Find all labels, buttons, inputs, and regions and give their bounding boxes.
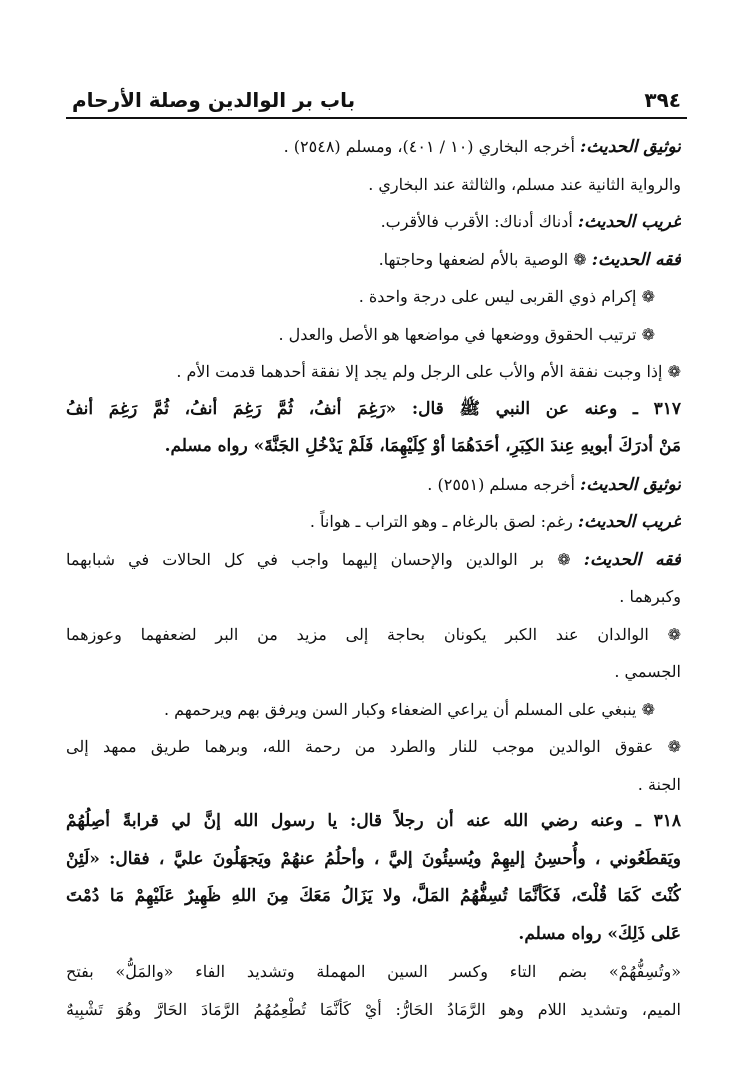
chapter-title: باب بر الوالدين وصلة الأرحام xyxy=(72,88,356,112)
section-label: غريب الحديث: xyxy=(577,512,681,532)
hadith-jurisprudence-line xyxy=(66,541,681,579)
line-text: أخرجه البخاري (١٠ / ٤٠١)، ومسلم (٢٥٤٨) . xyxy=(283,137,581,156)
continuation-line xyxy=(66,578,681,616)
line-text: ❁ الوصية بالأم لضعفها وحاجتها. xyxy=(378,249,592,269)
benefit-point xyxy=(66,616,681,654)
hadith-318-line-2 xyxy=(66,841,681,879)
benefit-point xyxy=(66,353,681,391)
hadith-vocabulary-line xyxy=(66,203,681,241)
hadith-authentication-line xyxy=(66,128,681,166)
line-text: والرواية الثانية عند مسلم، والثالثة عند البخاري . xyxy=(368,174,681,194)
line-text: أخرجه مسلم (٢٥٥١) . xyxy=(427,474,581,494)
page-header xyxy=(72,72,681,112)
benefit-point xyxy=(66,278,681,316)
hadith-318-line-4 xyxy=(66,916,681,954)
line-text: ❁ إكرام ذوي القربى ليس على درجة واحدة . xyxy=(358,287,655,306)
explanation-line xyxy=(66,991,681,1029)
line-text: كُنْتَ كَمَا قُلْتَ، فَكَأنَّمَا تُسِفُّهُمُ المَلَّ، ولا يَزَالُ مَعَكَ مِنَ اللهِ ظَهِيرٌ عَلَيْهِمْ مَا دُمْتَ xyxy=(66,886,681,906)
line-text: ❁ بر الوالدين والإحسان إليهما واجب في كل الحالات في شبابهما xyxy=(66,549,584,569)
line-text: الميم، وتشديد اللام وهو الرَّمَادُ الحَارُّ: أيْ كَأنَّمَا تُطْعِمُهُمُ الرَّمَادَ الحَارَّ وهُوَ تَشْبِيهٌ xyxy=(66,999,681,1019)
hadith-317-line-1 xyxy=(66,391,681,429)
line-text: رغم: لصق بالرغام ـ وهو التراب ـ هواناً . xyxy=(309,512,578,531)
line-text: الجنة . xyxy=(637,774,681,794)
line-text: عَلى ذَلِكَ» رواه مسلم. xyxy=(518,923,681,944)
line-text: ❁ ينبغي على المسلم أن يراعي الضعفاء وكبار السن ويرفق بهم ويرحمهم . xyxy=(163,699,655,719)
line-text: وكبرهما . xyxy=(619,587,681,606)
continuation-line xyxy=(66,653,681,691)
hadith-317-line-2 xyxy=(66,428,681,466)
line-text: ❁ إذا وجبت نفقة الأم والأب على الرجل ولم يجد إلا نفقة أحدهما قدمت الأم . xyxy=(176,362,681,381)
line-text: ❁ ترتيب الحقوق ووضعها في مواضعها هو الأصل والعدل . xyxy=(278,324,655,344)
hadith-vocabulary-line xyxy=(66,503,681,541)
hadith-authentication-line xyxy=(66,466,681,504)
section-label: فقه الحديث: xyxy=(591,249,681,270)
narration-note-line xyxy=(66,166,681,204)
continuation-line xyxy=(66,766,681,804)
hadith-318-line-1 xyxy=(66,803,681,841)
explanation-line xyxy=(66,953,681,991)
section-label: غريب الحديث: xyxy=(577,212,681,232)
line-text: الجسمي . xyxy=(614,662,681,681)
line-text: «وتُسِفُّهُمْ» بضم التاء وكسر السين المهملة وتشديد الفاء «والمَلُّ» بفتح xyxy=(66,962,681,981)
hadith-318-line-3 xyxy=(66,878,681,916)
line-text: مَنْ أدرَكَ أبويهِ عِندَ الكِبَرِ، أحَدَهُمَا أوْ كِلَيْهِمَا، فَلَمْ يَدْخُلِ الجَنَّةَ» رواه مسلم. xyxy=(164,436,681,456)
line-text: ٣١٧ ـ وعنه عن النبي ﷺ قال: «رَغِمَ أنفُ، ثُمَّ رَغِمَ أنفُ، ثُمَّ رَغِمَ أنفُ xyxy=(66,398,681,419)
section-label: توثيق الحديث: xyxy=(580,137,681,157)
line-text: ❁ عقوق الوالدين موجب للنار والطرد من رحمة الله، وبرهما طريق ممهد إلى xyxy=(66,737,681,756)
page-body xyxy=(66,128,681,1028)
benefit-point xyxy=(66,316,681,354)
section-label: توثيق الحديث: xyxy=(580,474,681,495)
benefit-point xyxy=(66,691,681,729)
header-divider xyxy=(66,117,687,119)
line-text: ويَقطَعُوني ، وأُحسِنُ إليهِمْ ويُسيئُونَ إليَّ ، وأحلُمُ عنهُمْ ويَجهَلُونَ عليَّ ، فقال: «لَئِنْ xyxy=(66,848,681,869)
line-text: ❁ الوالدان عند الكبر يكونان بحاجة إلى مزيد من البر لضعفهما وعوزهما xyxy=(66,624,681,644)
section-label: فقه الحديث: xyxy=(583,549,681,570)
benefit-point xyxy=(66,728,681,766)
line-text: ٣١٨ ـ وعنه رضي الله عنه أن رجلاً قال: يا رسول الله إنَّ لي قرابةً أصِلُهُمْ xyxy=(66,811,681,831)
page-number: ٣٩٤ xyxy=(644,88,681,112)
line-text: أدناك أدناك: الأقرب فالأقرب. xyxy=(380,212,578,231)
hadith-jurisprudence-line xyxy=(66,241,681,279)
